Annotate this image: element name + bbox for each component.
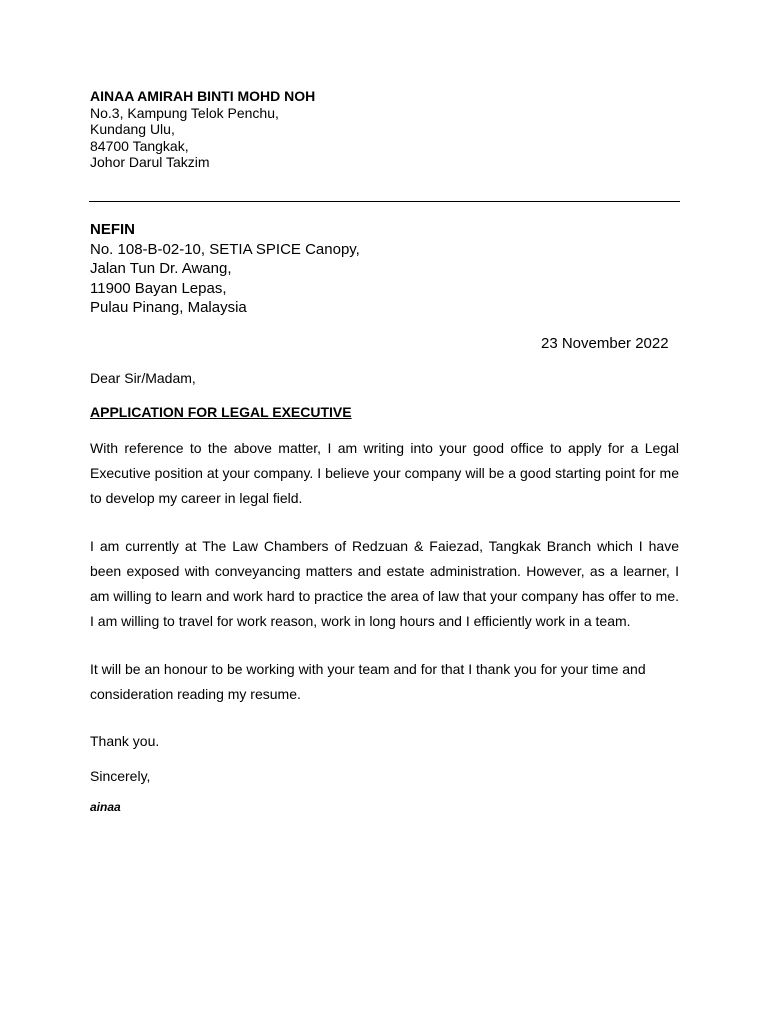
closing-line: Sincerely, bbox=[90, 768, 151, 784]
recipient-address-line-3: 11900 Bayan Lepas, bbox=[90, 279, 227, 297]
recipient-name: NEFIN bbox=[90, 221, 135, 238]
sender-address-line-4: Johor Darul Takzim bbox=[90, 154, 210, 170]
header-divider bbox=[89, 201, 680, 202]
letter-date: 23 November 2022 bbox=[541, 335, 669, 352]
body-paragraph-1: With reference to the above matter, I am writing into your good office to apply for a Legal Executive position at your company. I believe your company will be a good starting point for me to develop my career in legal field. bbox=[90, 440, 679, 506]
body-paragraph-3: It will be an honour to be working with your team and for that I thank you for your time and consideration reading my resume. bbox=[90, 661, 646, 702]
body-paragraph-2: I am currently at The Law Chambers of Redzuan & Faiezad, Tangkak Branch which I have been exposed with conveyancing matters and estate administration. However, as a learner, I am willing to learn and work hard to practice the area of law that your company has offer to me. I am willing to travel for work reason, work in long hours and I efficiently work in a team. bbox=[90, 538, 679, 629]
recipient-block bbox=[90, 220, 360, 318]
recipient-address-line-1: No. 108-B-02-10, SETIA SPICE Canopy, bbox=[90, 240, 360, 258]
sender-address-line-3: 84700 Tangkak, bbox=[90, 137, 189, 154]
sender-address-line-1: No.3, Kampung Telok Penchu, bbox=[90, 104, 279, 121]
recipient-address-line-2: Jalan Tun Dr. Awang, bbox=[90, 260, 232, 277]
thank-you-line: Thank you. bbox=[90, 733, 160, 749]
sender-name: AINAA AMIRAH BINTI MOHD NOH bbox=[90, 88, 316, 104]
signature: ainaa bbox=[90, 800, 121, 814]
sender-address-line-2: Kundang Ulu, bbox=[90, 121, 175, 137]
sender-block bbox=[90, 88, 315, 171]
subject-line: APPLICATION FOR LEGAL EXECUTIVE bbox=[90, 404, 352, 420]
recipient-address-line-4: Pulau Pinang, Malaysia bbox=[90, 299, 247, 316]
salutation: Dear Sir/Madam, bbox=[90, 370, 196, 386]
